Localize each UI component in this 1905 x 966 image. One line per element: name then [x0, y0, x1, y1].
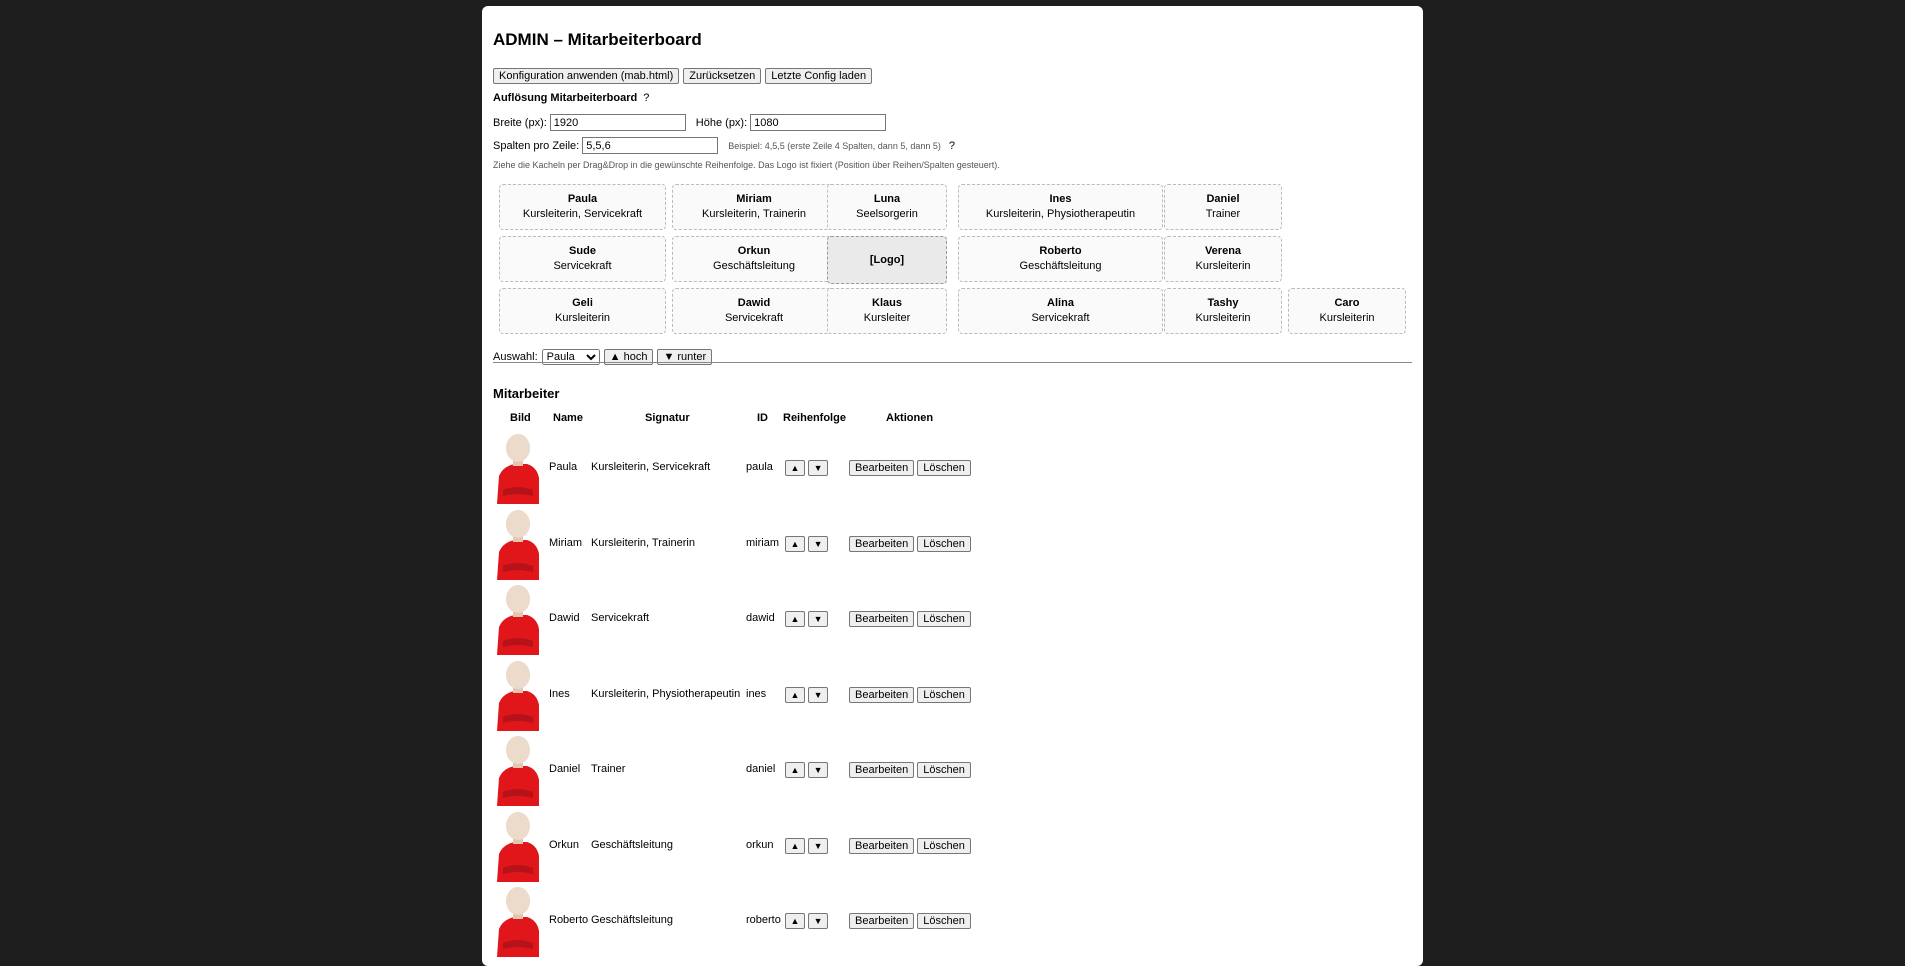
row-up-button[interactable]: ▲ [785, 838, 805, 854]
employee-id: paula [746, 461, 773, 473]
row-up-button[interactable]: ▲ [785, 611, 805, 627]
edit-button[interactable]: Bearbeiten [849, 687, 914, 703]
order-controls [785, 611, 828, 627]
columns-label: Spalten pro Zeile: [493, 139, 580, 152]
employee-tile[interactable] [672, 288, 836, 334]
delete-button[interactable]: Löschen [917, 913, 971, 929]
col-header-name: Name [553, 412, 583, 424]
employee-tile[interactable] [1164, 236, 1282, 282]
tile-name: Geli [572, 297, 593, 309]
row-actions [849, 687, 971, 703]
tile-name: Orkun [737, 245, 771, 257]
employees-title: Mitarbeiter [493, 386, 560, 401]
columns-input[interactable] [582, 137, 718, 154]
row-down-button[interactable]: ▼ [808, 536, 828, 552]
employee-photo [493, 510, 545, 580]
tile-signature: Kursleiterin, Physiotherapeutin [985, 208, 1136, 220]
col-header-signature: Signatur [645, 412, 690, 424]
employee-tile[interactable] [958, 288, 1163, 334]
tile-name: Caro [1334, 297, 1360, 309]
row-up-button[interactable]: ▲ [785, 687, 805, 703]
employee-photo [493, 736, 545, 806]
resolution-row [493, 114, 886, 131]
employee-tile[interactable] [1288, 288, 1406, 334]
tile-signature: Kursleiterin, Trainerin [702, 208, 806, 220]
move-down-button[interactable]: ▼ runter [657, 349, 712, 365]
tile-name: [Logo] [869, 253, 905, 266]
employee-tile[interactable] [827, 184, 947, 230]
employee-tile[interactable] [499, 184, 666, 230]
width-input[interactable] [550, 114, 686, 131]
tile-name: Miriam [736, 193, 772, 205]
employee-photo [493, 434, 545, 504]
row-down-button[interactable]: ▼ [808, 687, 828, 703]
employee-tile[interactable] [499, 288, 666, 334]
move-up-button[interactable]: ▲ hoch [604, 349, 654, 365]
employee-tile[interactable] [958, 236, 1163, 282]
resolution-help-icon[interactable]: ? [643, 92, 650, 104]
employee-name: Daniel [549, 763, 581, 775]
edit-button[interactable]: Bearbeiten [849, 913, 914, 929]
admin-panel [482, 6, 1423, 966]
tile-signature: Geschäftsleitung [1019, 260, 1102, 272]
row-up-button[interactable]: ▲ [785, 460, 805, 476]
edit-button[interactable]: Bearbeiten [849, 611, 914, 627]
delete-button[interactable]: Löschen [917, 762, 971, 778]
employee-id: orkun [746, 838, 774, 851]
selection-label: Auswahl: [493, 351, 538, 363]
table-row [493, 661, 993, 731]
row-actions [849, 762, 971, 778]
tile-grid [499, 184, 1409, 344]
employee-photo [493, 585, 545, 655]
employee-signature: Geschäftsleitung [591, 914, 673, 926]
row-up-button[interactable]: ▲ [785, 536, 805, 552]
order-controls [785, 460, 828, 476]
employee-signature: Servicekraft [591, 612, 650, 624]
employee-name: Dawid [549, 612, 580, 624]
order-controls [785, 687, 828, 703]
page-title: ADMIN – Mitarbeiterboard [493, 30, 702, 49]
employee-signature: Kursleiterin, Trainerin [591, 536, 695, 549]
employee-tile[interactable] [958, 184, 1163, 230]
col-header-order: Reihenfolge [783, 412, 846, 424]
tile-signature: Seelsorgerin [856, 208, 918, 220]
tile-name: Daniel [1206, 193, 1240, 205]
tile-name: Verena [1204, 245, 1242, 257]
logo-tile [827, 236, 947, 284]
table-row [493, 887, 993, 957]
columns-hint: Beispiel: 4,5,5 (erste Zeile 4 Spalten, dann 5, dann 5) [728, 140, 941, 151]
tile-signature: Kursleiterin [1195, 312, 1251, 324]
tile-signature: Trainer [1205, 208, 1241, 220]
load-last-config-button[interactable]: Letzte Config laden [765, 68, 872, 84]
employee-signature: Kursleiterin, Servicekraft [591, 461, 711, 473]
employee-id: ines [746, 687, 767, 700]
delete-button[interactable]: Löschen [917, 460, 971, 476]
row-down-button[interactable]: ▼ [808, 838, 828, 854]
employee-name: Paula [549, 461, 578, 473]
resolution-title: Auflösung Mitarbeiterboard [493, 92, 638, 104]
employee-signature: Kursleiterin, Physiotherapeutin [591, 687, 741, 700]
tile-name: Luna [873, 193, 901, 205]
tile-signature: Servicekraft [1031, 312, 1090, 324]
columns-help-icon[interactable]: ? [948, 139, 955, 152]
tile-name: Tashy [1207, 297, 1239, 309]
tile-signature: Kursleiter [863, 312, 911, 324]
tile-name: Roberto [1039, 245, 1082, 257]
tile-signature: Geschäftsleitung [713, 260, 795, 272]
height-input[interactable] [750, 114, 886, 131]
table-row [493, 736, 993, 806]
edit-button[interactable]: Bearbeiten [849, 762, 914, 778]
tile-signature: Servicekraft [553, 260, 612, 272]
employee-photo [493, 661, 545, 731]
employee-tile[interactable] [1164, 288, 1282, 334]
order-controls [785, 536, 828, 552]
tile-name: Alina [1047, 297, 1074, 309]
employee-id: roberto [746, 914, 781, 926]
tile-name: Ines [1049, 193, 1072, 205]
tile-name: Klaus [872, 297, 902, 309]
columns-row [493, 137, 955, 154]
apply-config-button[interactable]: Konfiguration anwenden (mab.html) [493, 68, 679, 84]
table-row [493, 510, 993, 580]
order-controls [785, 762, 828, 778]
employee-tile[interactable] [499, 236, 666, 282]
tile-signature: Kursleiterin [1319, 312, 1375, 324]
employee-name: Miriam [549, 536, 582, 549]
row-actions [849, 913, 971, 929]
employee-tile[interactable] [1164, 184, 1282, 230]
row-up-button[interactable]: ▲ [785, 762, 805, 778]
resolution-section-title [493, 92, 649, 104]
employee-photo [493, 812, 545, 882]
row-actions [849, 460, 971, 476]
height-label: Höhe (px): [695, 116, 748, 129]
dnd-hint: Ziehe die Kacheln per Drag&Drop in die gewünschte Reihenfolge. Das Logo ist fixiert (Position über Reihen/Spalten gesteuert). [493, 160, 1000, 170]
row-down-button[interactable]: ▼ [808, 913, 828, 929]
tile-signature: Kursleiterin [554, 312, 611, 324]
row-actions [849, 838, 971, 854]
table-row [493, 585, 993, 655]
reset-button[interactable]: Zurücksetzen [683, 68, 761, 84]
employee-name: Ines [549, 687, 570, 700]
col-header-id: ID [757, 412, 768, 424]
row-actions [849, 536, 971, 552]
row-down-button[interactable]: ▼ [808, 762, 828, 778]
employee-id: daniel [746, 763, 776, 775]
employee-tile[interactable] [672, 236, 836, 282]
table-row [493, 812, 993, 882]
tile-name: Dawid [737, 297, 771, 309]
toolbar [493, 68, 872, 84]
employee-id: miriam [746, 536, 779, 549]
tile-name: Sude [569, 245, 596, 257]
tile-signature: Kursleiterin [1195, 260, 1251, 272]
edit-button[interactable]: Bearbeiten [849, 536, 914, 552]
width-label: Breite (px): [493, 116, 547, 129]
employee-photo [493, 887, 545, 957]
delete-button[interactable]: Löschen [917, 536, 971, 552]
delete-button[interactable]: Löschen [917, 687, 971, 703]
edit-button[interactable]: Bearbeiten [849, 460, 914, 476]
employee-id: dawid [746, 612, 775, 624]
employee-name: Roberto [549, 914, 589, 926]
delete-button[interactable]: Löschen [917, 611, 971, 627]
employee-name: Orkun [549, 838, 579, 851]
row-down-button[interactable]: ▼ [808, 460, 828, 476]
row-up-button[interactable]: ▲ [785, 913, 805, 929]
order-controls [785, 913, 828, 929]
col-header-image: Bild [510, 412, 531, 424]
tile-name: Paula [567, 193, 598, 205]
employee-tile[interactable] [827, 288, 947, 334]
section-divider [493, 362, 1412, 363]
edit-button[interactable]: Bearbeiten [849, 838, 914, 854]
delete-button[interactable]: Löschen [917, 838, 971, 854]
row-down-button[interactable]: ▼ [808, 611, 828, 627]
tile-signature: Kursleiterin, Servicekraft [522, 208, 643, 220]
table-row [493, 434, 993, 504]
order-controls [785, 838, 828, 854]
employee-signature: Trainer [591, 763, 626, 775]
employee-tile[interactable] [672, 184, 836, 230]
tile-signature: Servicekraft [724, 312, 784, 324]
col-header-actions: Aktionen [886, 412, 934, 424]
row-actions [849, 611, 971, 627]
employee-signature: Geschäftsleitung [591, 838, 673, 851]
